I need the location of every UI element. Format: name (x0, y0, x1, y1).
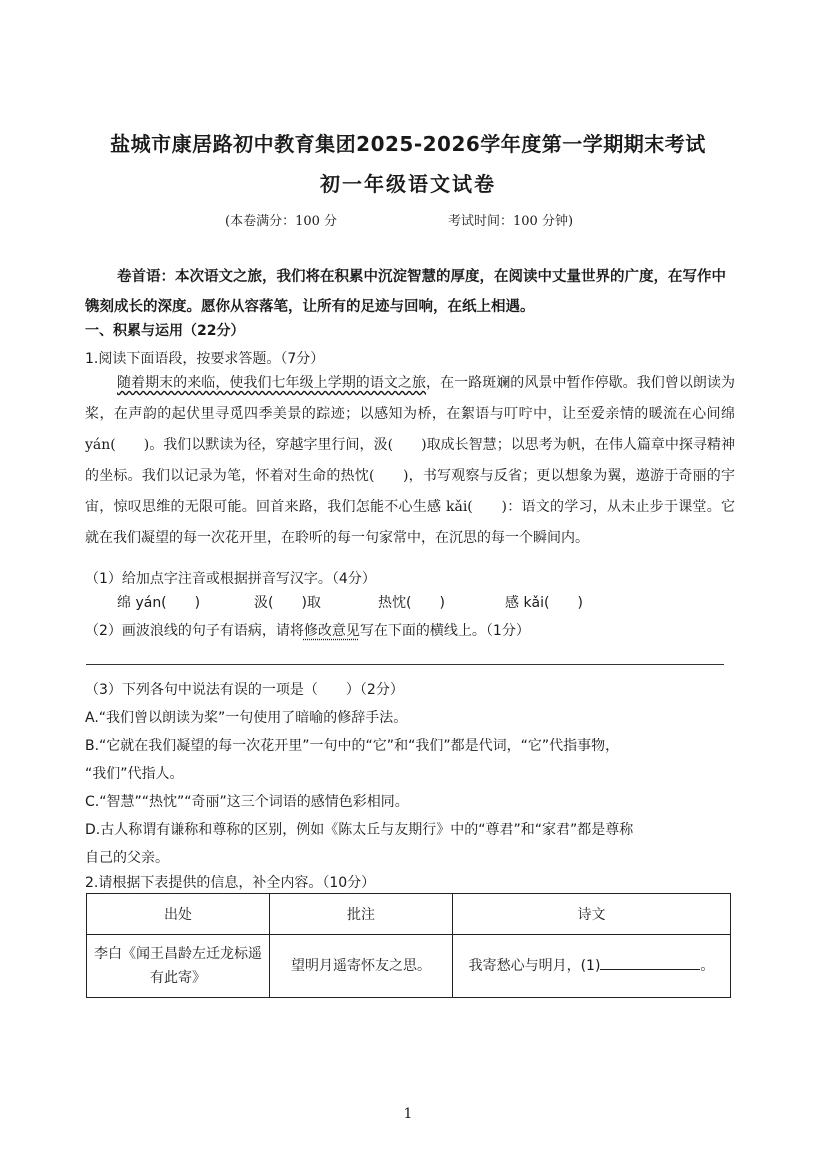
exam-title: 盐城市康居路初中教育集团2025-2026学年度第一学期期末考试 (110, 132, 706, 156)
poem-blank[interactable] (600, 955, 700, 970)
table-cell-source: 李白《闻王昌龄左迁龙标遥有此寄》 (87, 935, 270, 998)
table-cell-poem (453, 935, 731, 998)
option-d-cont: 自己的父亲。 (85, 850, 169, 866)
question-1-3: （3）下列各句中说法有误的一项是（ ）（2分） (85, 682, 404, 698)
info-table (86, 893, 731, 998)
table-header: 批注 (270, 894, 453, 935)
option-d: D.古人称谓有谦称和尊称的区别，例如《陈太丘与友期行》中的“尊君”和“家君”都是尊称 (85, 822, 634, 838)
pinyin-item-4: 感 kǎi( ) (505, 595, 583, 611)
poem-suffix: 。 (700, 958, 715, 974)
option-b: B.“它就在我们凝望的每一次花开里”一句中的“它”和“我们”都是代词，“它”代指事物， (85, 738, 620, 754)
answer-line[interactable] (86, 664, 724, 665)
poem-prefix: 我寄愁心与明月，(1) (468, 958, 601, 974)
table-header: 诗文 (453, 894, 731, 935)
pinyin-item-1: 绵 yán( ) (117, 595, 201, 611)
q1-2-emphasis: 修改意见 (303, 623, 360, 639)
table-cell-note: 望明月遥寄怀友之思。 (270, 935, 453, 998)
wavy-sentence: 随着期末的来临，使我们七年级上学期的语文之旅 (117, 375, 427, 391)
question-2-title: 2.请根据下表提供的信息，补全内容。（10分） (85, 875, 376, 891)
question-1-2 (85, 620, 735, 640)
page-number: 1 (403, 1106, 413, 1122)
table-header: 出处 (87, 894, 270, 935)
table-header-row (87, 894, 731, 935)
option-b-cont: “我们”代指人。 (85, 766, 184, 782)
question-1-1: （1）给加点字注音或根据拼音写汉字。（4分） (85, 571, 376, 587)
option-a: A.“我们曾以朗读为桨”一句使用了暗喻的修辞手法。 (85, 710, 408, 726)
foreword: 卷首语：本次语文之旅，我们将在积累中沉淀智慧的厚度，在阅读中丈量世界的广度，在写作中镌刻成长的深度。愿你从容落笔，让所有的足迹与回响，在纸上相遇。 (85, 268, 726, 315)
exam-time: 考试时间：100 分钟) (448, 214, 574, 229)
question-1-title: 1.阅读下面语段，按要求答题。（7分） (85, 351, 325, 367)
table-row (87, 935, 731, 998)
full-score: (本卷满分：100 分 (225, 214, 338, 229)
q1-2-suffix: 写在下面的横线上。（1分） (359, 623, 530, 639)
section-heading: 一、积累与运用（22分） (85, 323, 245, 339)
q1-2-prefix: （2）画波浪线的句子有语病，请将 (85, 623, 304, 639)
pinyin-item-2: 汲( )取 (254, 595, 321, 611)
reading-passage (85, 368, 735, 554)
passage-text: ，在一路斑斓的风景中暂作停歇。我们曾以朗读为桨，在声韵的起伏里寻觅四季美景的踪迹；以感知为桥，在絮语与叮咛中，让至爱亲情的暖流在心间绵 yán( )。我们以默读为径，穿越字里行间，汲( )取成长智慧；以思考为帆，在伟人篇章中探寻精神的坐标。我们以记录为笔，怀着对生命的热忱( )，书写观察与反省；更以想象为翼，遨游于奇丽的宇宙，惊叹思维的无限可能。回首来路，我们怎能不心生感 kǎi( )：语文的学习，从未止步于课堂。它就在我们凝望的每一次花开里，在聆听的每一句家常中，在沉思的每一个瞬间内。 (85, 375, 736, 546)
pinyin-item-3: 热忱( ) (378, 595, 445, 611)
option-c: C.“智慧”“热忱”“奇丽”这三个词语的感情色彩相同。 (85, 794, 409, 810)
exam-subtitle: 初一年级语文试卷 (320, 172, 496, 196)
